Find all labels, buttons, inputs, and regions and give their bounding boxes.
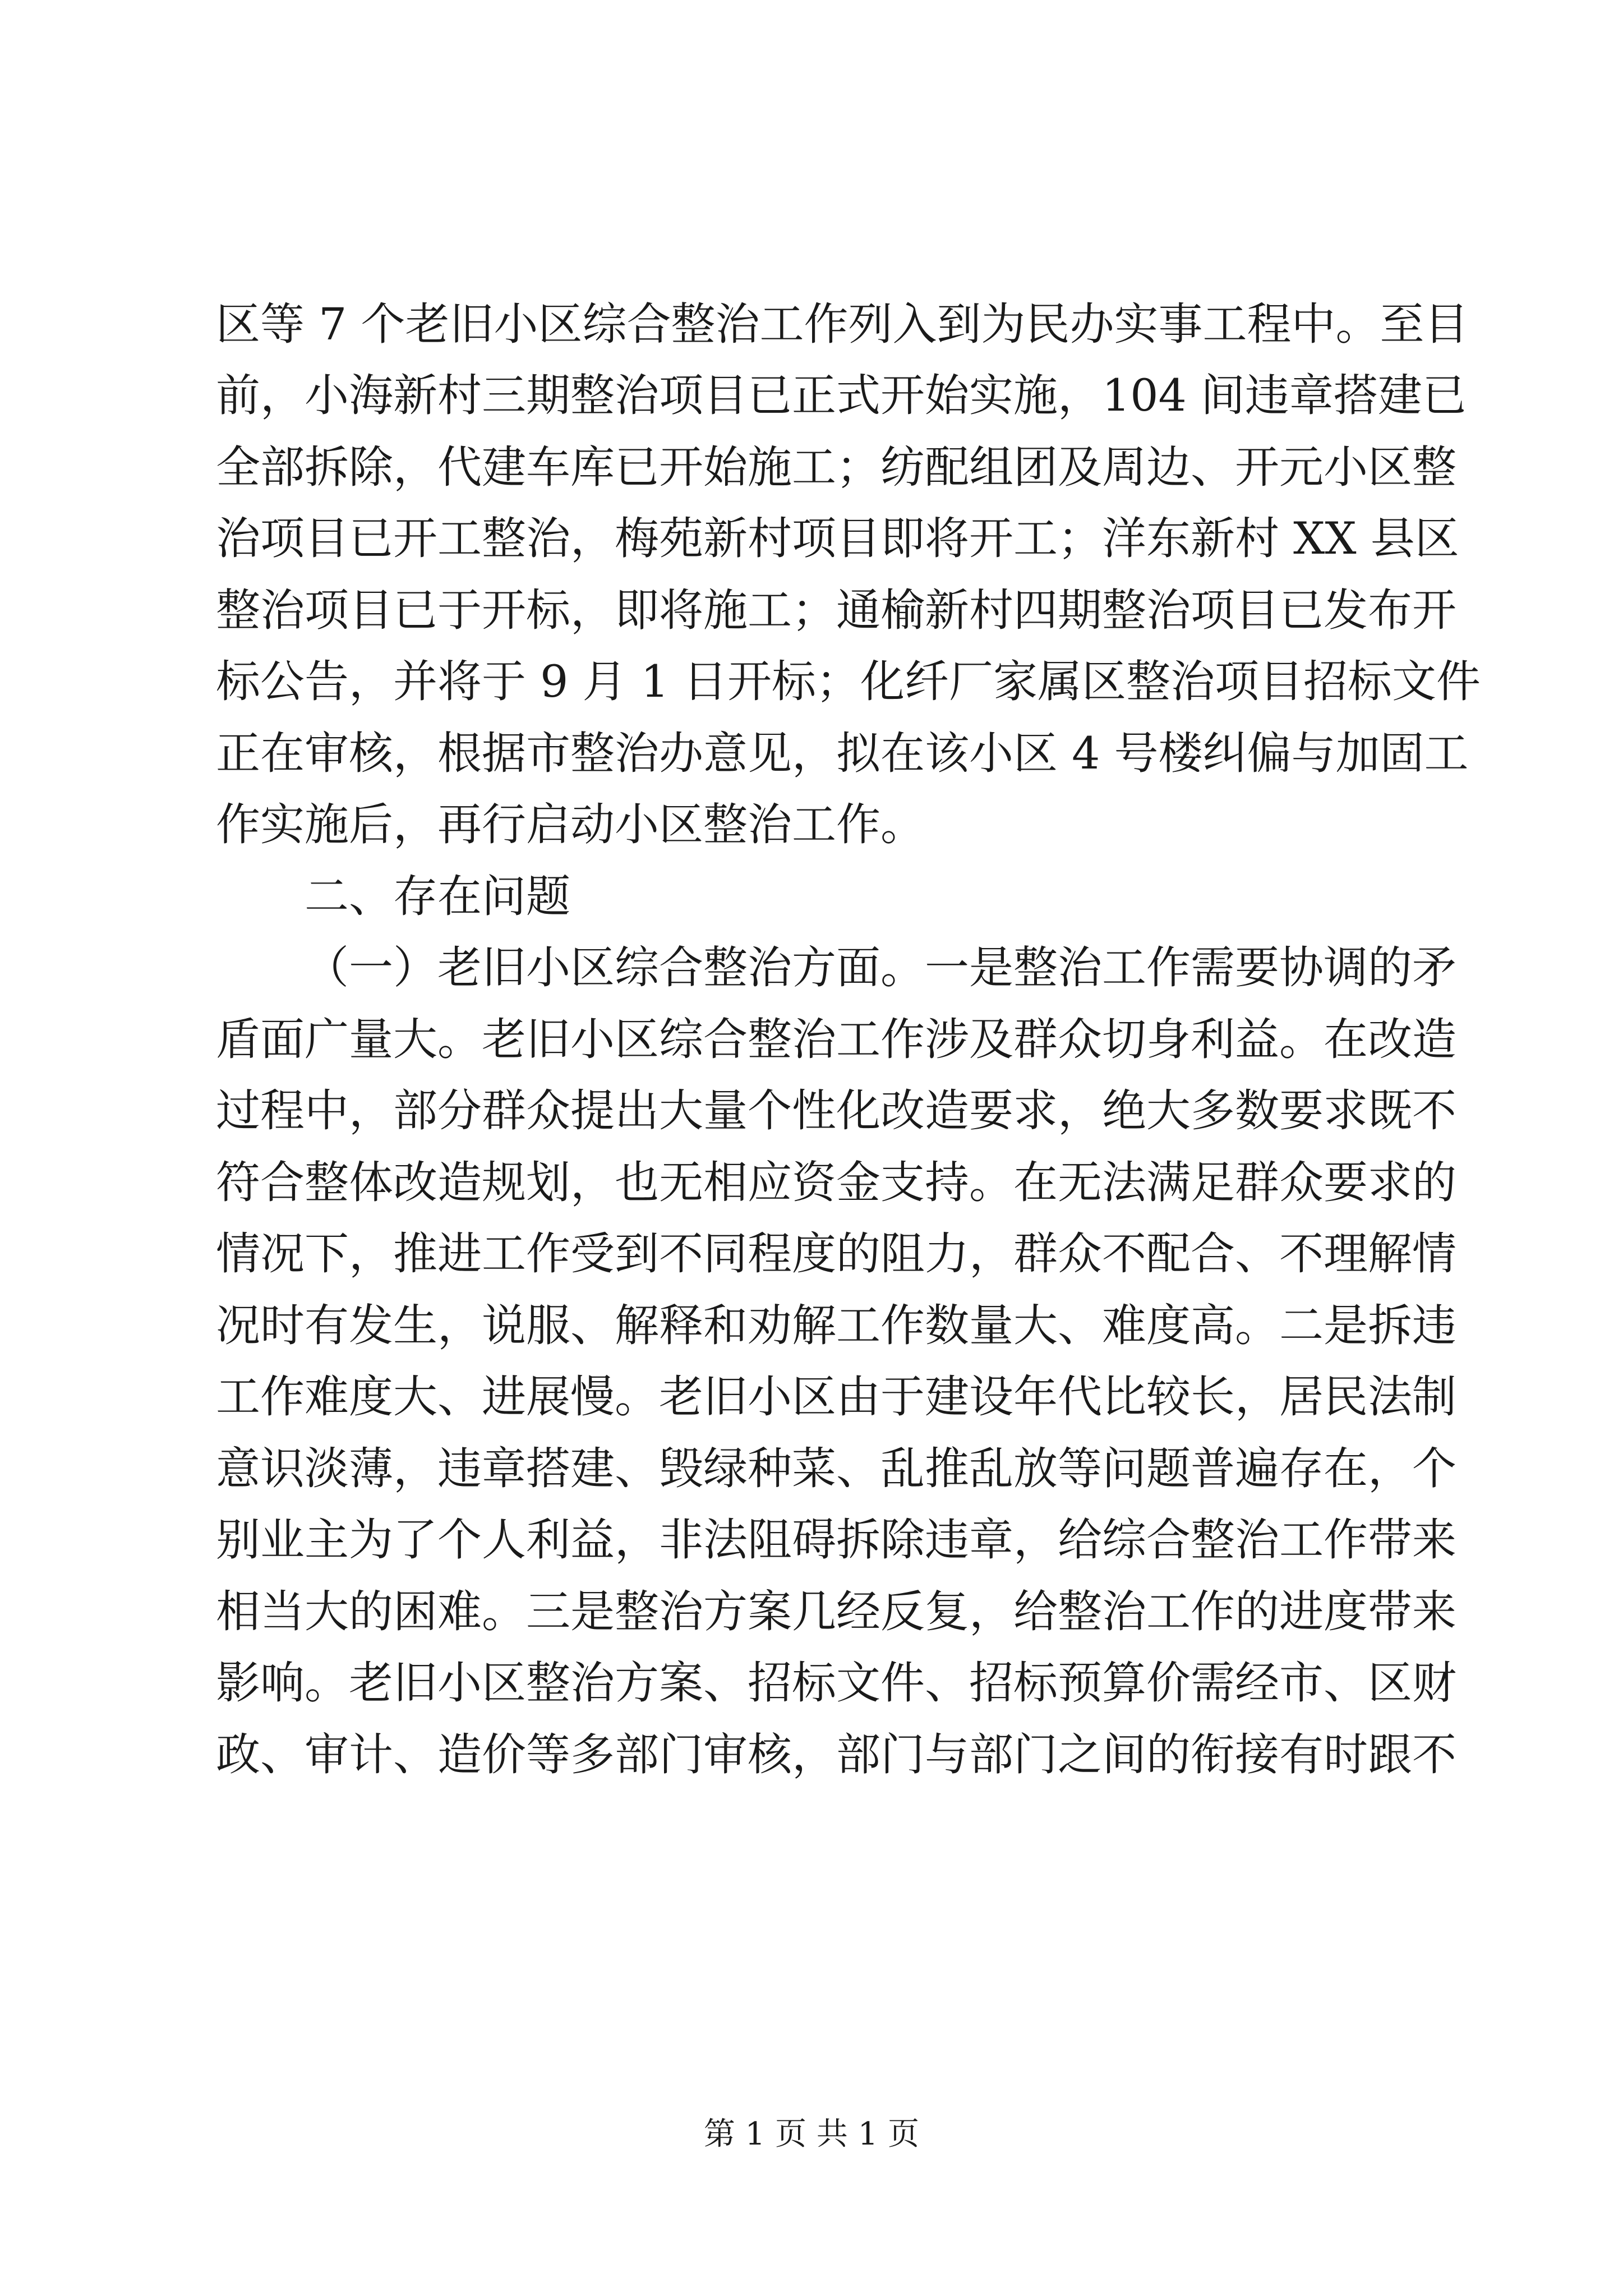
paragraph-line: 别业主为了个人利益，非法阻碍拆除违章，给综合整治工作带来	[216, 1514, 1456, 1566]
paragraph-line: 情况下，推进工作受到不同程度的阻力，群众不配合、不理解情	[216, 1228, 1456, 1280]
paragraph-line: （一）老旧小区综合整治方面。一是整治工作需要协调的矛	[305, 942, 1456, 993]
paragraph-line: 区等 7 个老旧小区综合整治工作列入到为民办实事工程中。至目	[216, 298, 1469, 350]
paragraph-line: 影响。老旧小区整治方案、招标文件、招标预算价需经市、区财	[216, 1657, 1456, 1709]
paragraph-line: 盾面广量大。老旧小区综合整治工作涉及群众切身利益。在改造	[216, 1014, 1456, 1065]
page-number-footer: 第 1 页 共 1 页	[703, 2116, 920, 2152]
paragraph-line: 意识淡薄，违章搭建、毁绿种菜、乱推乱放等问题普遍存在，个	[216, 1443, 1456, 1494]
paragraph-line: 相当大的困难。三是整治方案几经反复，给整治工作的进度带来	[216, 1586, 1456, 1637]
paragraph-line: 标公告，并将于 9 月 1 日开标；化纤厂家属区整治项目招标文件	[216, 656, 1481, 707]
paragraph-line: 过程中，部分群众提出大量个性化改造要求，绝大多数要求既不	[216, 1085, 1456, 1137]
paragraph-line: 整治项目已于开标，即将施工；通榆新村四期整治项目已发布开	[216, 585, 1456, 636]
paragraph-line: 治项目已开工整治，梅苑新村项目即将开工；洋东新村 XX 县区	[216, 513, 1459, 564]
paragraph-line: 正在审核，根据市整治办意见，拟在该小区 4 号楼纠偏与加固工	[216, 728, 1469, 779]
paragraph-line: 工作难度大、进展慢。老旧小区由于建设年代比较长，居民法制	[216, 1371, 1456, 1423]
paragraph-line: 符合整体改造规划，也无相应资金支持。在无法满足群众要求的	[216, 1157, 1456, 1208]
paragraph-line: 全部拆除，代建车库已开始施工；纺配组团及周边、开元小区整	[216, 441, 1456, 493]
section-heading: 二、存在问题	[305, 871, 570, 922]
paragraph-line: 前，小海新村三期整治项目已正式开始实施，104 间违章搭建已	[216, 370, 1467, 421]
paragraph-line: 况时有发生，说服、解释和劝解工作数量大、难度高。二是拆违	[216, 1300, 1456, 1351]
paragraph-line: 政、审计、造价等多部门审核，部门与部门之间的衔接有时跟不	[216, 1729, 1456, 1780]
paragraph-line: 作实施后，再行启动小区整治工作。	[216, 799, 925, 850]
